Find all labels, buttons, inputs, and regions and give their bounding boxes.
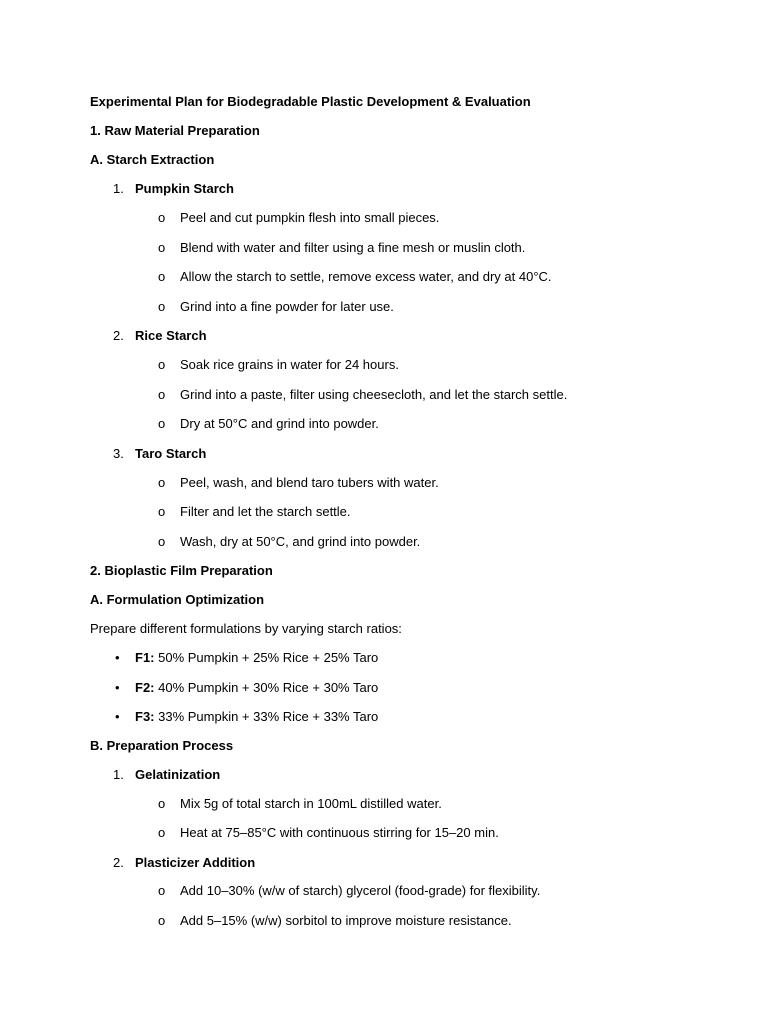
formulation-text: 33% Pumpkin + 33% Rice + 33% Taro: [154, 709, 379, 724]
formulation-label: F1:: [135, 650, 155, 665]
formulation-label: F3:: [135, 709, 155, 724]
document-page: Experimental Plan for Biodegradable Plastic Development & Evaluation 1. Raw Material Preparation A. Starch Extraction 1. Pumpkin Starch o Peel and cut pumpkin flesh into small pieces. o Blend with water and filter using a fine mesh or muslin cloth. o Allow the starch to settle, remove excess water, and dry at 40°C. o Grind into a fine powder for later use. 2. Rice Starch o Soak rice grains in water for 24 hours. o Grind into a paste, filter using cheesecloth, and let the starch settle. o Dry at 50°C and grind into powder. 3. Taro Starch o Peel, wash, and blend taro tubers with water. o Filter and let the starch settle. o Wash, dry at 50°C, and grind into powder. 2. Bioplastic Film Preparation A. Formulation Optimization Prepare different formulations by varying starch ratios: • F1: 50% Pumpkin + 25% Rice + 25% Taro • F2: 40% Pumpkin + 30% Rice + 30% Taro • F3: 33% Pumpkin + 33% Rice + 33% Taro B. Preparation Process 1. Gelatinization o Mix 5g of total starch in 100mL distilled water. o Heat at 75–85°C with continuous stirring for 15–20 min. 2. Plasticizer Addition o Add 10–30% (w/w of starch) glycerol (food-grade) for flexibility. o Add 5–15% (w/w) sorbitol to improve moisture resistance.: [90, 94, 568, 928]
formulation-text: 40% Pumpkin + 30% Rice + 30% Taro: [154, 680, 379, 695]
formulation-text: 50% Pumpkin + 25% Rice + 25% Taro: [154, 650, 379, 665]
formulation-label: F2:: [135, 680, 155, 695]
